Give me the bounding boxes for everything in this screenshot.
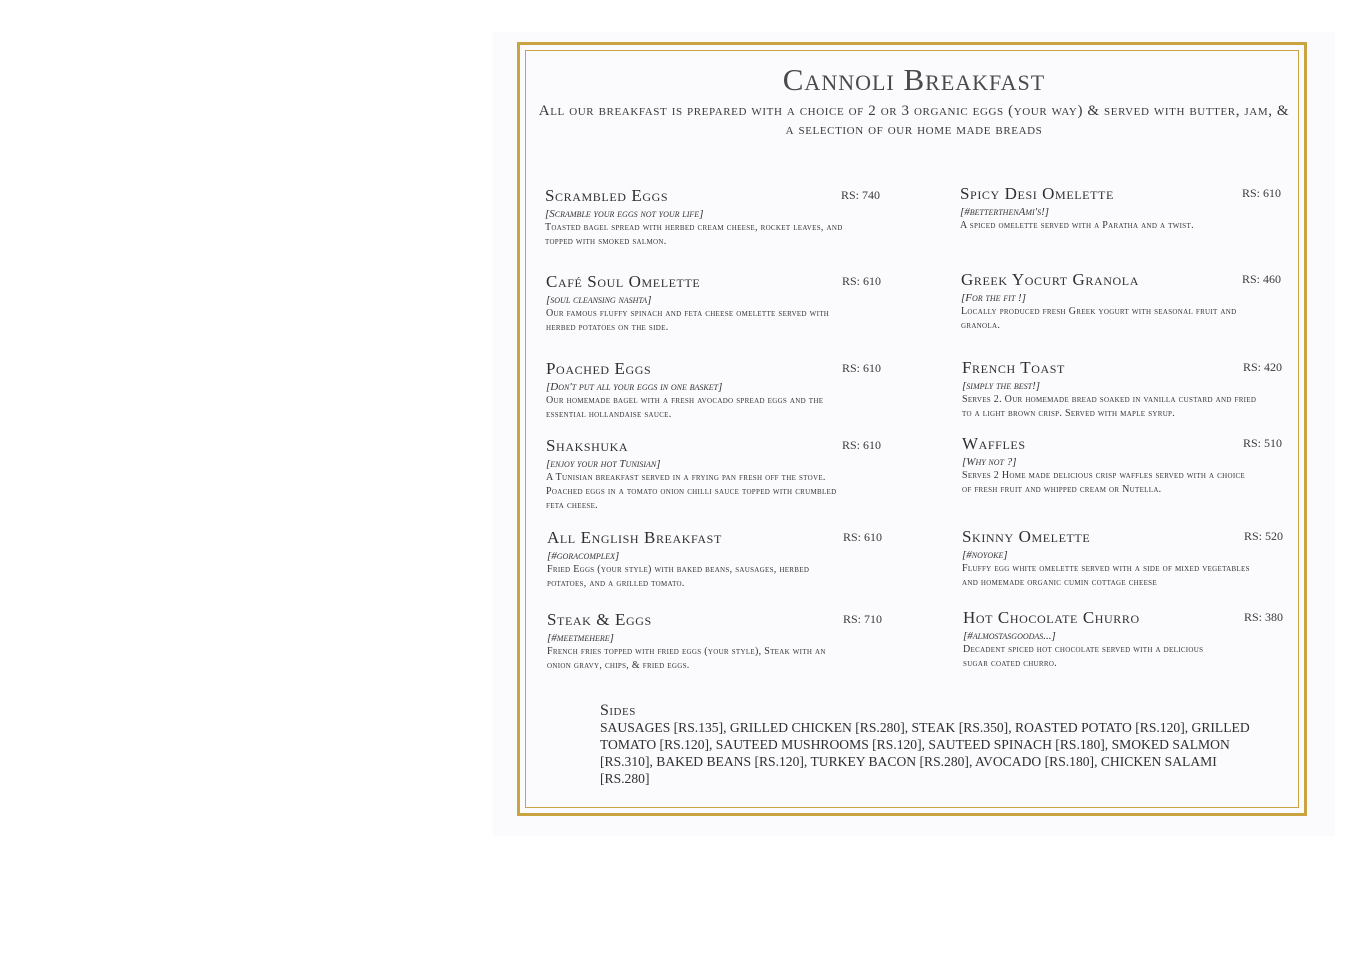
- item-description: Fluffy egg white omelette served with a side of mixed vegetables and homemade organic cumin cottage cheese: [962, 563, 1250, 588]
- item-price: RS: 380: [1244, 610, 1284, 624]
- menu-subtitle: All our breakfast is prepared with a choice of 2 or 3 organic eggs (your way) & served with butter, jam, & a selection of our home made breads: [538, 103, 1290, 138]
- item-description: Toasted bagel spread with herbed cream cheese, rocket leaves, and topped with smoked salmon.: [545, 222, 843, 247]
- item-name: Café Soul Omelette: [546, 272, 701, 291]
- item-name: Waffles: [962, 434, 1026, 453]
- item-description: French fries topped with fried eggs (your style), Steak with an onion gravy, chips, & fried eggs.: [547, 646, 826, 671]
- item-tagline: [enjoy your hot Tunisian]: [546, 458, 661, 470]
- item-tagline: [#betterthenAmi's!]: [960, 206, 1050, 218]
- item-tagline: [Scramble your eggs not your life]: [545, 208, 704, 220]
- item-tagline: [#meetmehere]: [547, 632, 614, 644]
- item-price: RS: 740: [841, 188, 881, 202]
- menu-item: [546, 359, 882, 422]
- item-price: RS: 710: [843, 612, 883, 626]
- item-name: French Toast: [962, 358, 1065, 377]
- menu-item: [963, 608, 1293, 671]
- item-price: RS: 510: [1243, 436, 1283, 450]
- sides-list: SAUSAGES [RS.135], GRILLED CHICKEN [RS.280], STEAK [RS.350], ROASTED POTATO [RS.120], GRILLED TOMATO [RS.120], SAUTEED MUSHROOMS [RS.120], SAUTEED SPINACH [RS.180], SMOKED SALMON [RS.310], BAKED BEANS [RS.120], TURKEY BACON [RS.280], AVOCADO [RS.180], CHICKEN SALAMI [RS.280]: [600, 720, 1250, 786]
- item-name: Hot Chocolate Churro: [963, 608, 1140, 627]
- gold-border-inner: [525, 50, 1299, 808]
- item-name: Poached Eggs: [546, 359, 652, 378]
- gold-border-outer: [517, 42, 1307, 816]
- item-price: RS: 610: [843, 530, 883, 544]
- item-price: RS: 610: [1242, 186, 1282, 200]
- item-name: Scrambled Eggs: [545, 186, 669, 205]
- menu-page: [493, 32, 1335, 836]
- menu-item: [960, 184, 1290, 233]
- item-price: RS: 610: [842, 361, 882, 375]
- item-tagline: [Why not ?]: [962, 456, 1017, 468]
- menu-item: [545, 186, 881, 249]
- item-name: Greek Yocurt Granola: [961, 270, 1139, 289]
- item-description: Our homemade bagel with a fresh avocado spread eggs and the essential hollandaise sauce.: [546, 395, 824, 420]
- item-name: Spicy Desi Omelette: [960, 184, 1114, 203]
- menu-item: [546, 272, 882, 335]
- menu-item: [962, 358, 1292, 421]
- item-price: RS: 610: [842, 274, 882, 288]
- item-description: A Tunisian breakfast served in a frying pan fresh off the stove. Poached eggs in a tomato onion chilli sauce topped with crumbled feta cheese.: [546, 472, 837, 511]
- item-tagline: [For the fit !]: [961, 292, 1026, 304]
- menu-item: [962, 527, 1292, 590]
- item-name: Shakshuka: [546, 436, 629, 455]
- item-tagline: [Don't put all your eggs in one basket]: [546, 381, 723, 393]
- item-name: All English Breakfast: [547, 528, 722, 547]
- menu-item: [546, 436, 882, 513]
- item-description: Serves 2. Our homemade bread soaked in vanilla custard and fried to a light brown crisp. Served with maple syrup.: [962, 394, 1257, 419]
- item-description: Locally produced fresh Greek yogurt with seasonal fruit and granola.: [961, 306, 1237, 331]
- sides-section: [600, 702, 1250, 787]
- item-description: Our famous fluffy spinach and feta cheese omelette served with herbed potatoes on the side.: [546, 308, 830, 333]
- menu-item: [547, 528, 883, 591]
- item-name: Steak & Eggs: [547, 610, 652, 629]
- menu-title: Cannoli Breakfast: [782, 62, 1046, 97]
- item-price: RS: 520: [1244, 529, 1284, 543]
- item-tagline: [#goracomplex]: [547, 550, 620, 562]
- item-tagline: [simply the best!]: [962, 380, 1041, 392]
- item-description: Fried Eggs (your style) with baked beans, sausages, herbed potatoes, and a grilled tomato.: [547, 564, 810, 589]
- item-price: RS: 460: [1242, 272, 1282, 286]
- item-tagline: [soul cleansing nashta]: [546, 294, 652, 306]
- item-name: Skinny Omelette: [962, 527, 1091, 546]
- item-tagline: [#noyoke]: [962, 549, 1008, 561]
- item-price: RS: 420: [1243, 360, 1283, 374]
- menu-item: [962, 434, 1292, 497]
- item-description: Decadent spiced hot chocolate served with a delicious sugar coated churro.: [963, 644, 1204, 669]
- menu-item: [961, 270, 1291, 333]
- item-price: RS: 610: [842, 438, 882, 452]
- menu-item: [547, 610, 883, 673]
- item-tagline: [#almostasgoodas...]: [963, 630, 1056, 642]
- item-description: A spiced omelette served with a Paratha and a twist.: [960, 220, 1194, 231]
- item-description: Serves 2 Home made delicious crisp waffles served with a choice of fresh fruit and whipped cream or Nutella.: [962, 470, 1246, 495]
- sides-title: Sides: [600, 702, 636, 719]
